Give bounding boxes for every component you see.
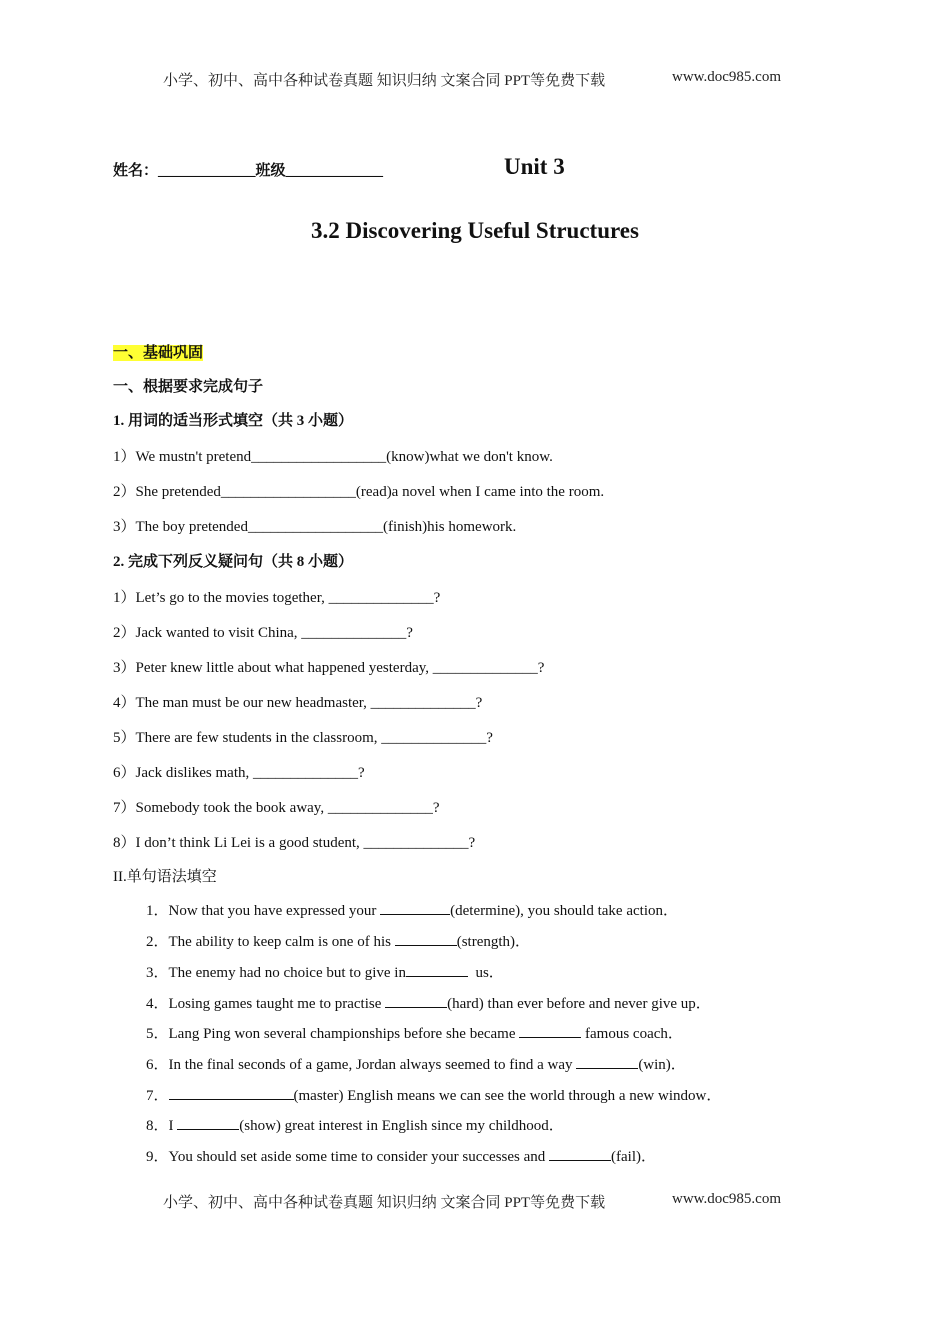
item-text-before: In the final seconds of a game, Jordan always seemed to find a way [168,1057,577,1073]
part2-item: 6）Jack dislikes math, ______________? [113,765,365,781]
page-footer-text: 小学、初中、高中各种试卷真题 知识归纳 文案合同 PPT等免费下载 [163,1195,606,1211]
page-footer-url: www.doc985.com [672,1191,782,1207]
student-info [113,159,383,180]
part2-item: 4）The man must be our new headmaster, ______________? [113,695,483,711]
part2-item: 2）Jack wanted to visit China, ______________? [113,625,413,641]
part1-heading: 1. 用词的适当形式填空（共 3 小题） [113,413,354,429]
item-text-after: (show) great interest in English since my childhood． [239,1118,564,1134]
part3-item [146,1053,686,1074]
item-number: 7． [146,1088,169,1104]
part3-item [146,930,530,951]
part2-heading: 2. 完成下列反义疑问句（共 8 小题） [113,554,354,570]
part3-item [146,1084,721,1105]
answer-blank[interactable] [519,1022,581,1038]
item-number: 4． [146,996,169,1012]
item-text-before: I [168,1118,178,1134]
name-blank: _____________ [158,163,256,179]
answer-blank[interactable] [380,899,450,915]
part3-item [146,1114,564,1135]
section-complete: 一、根据要求完成句子 [113,379,264,395]
section-basic-label: 一、基础巩固 [113,345,204,361]
part3-item [146,899,678,920]
answer-blank[interactable] [406,961,468,977]
part1-item: 2）She pretended__________________(read)a novel when I came into the room. [113,484,605,500]
part3-item [146,1145,656,1166]
item-text-before: You should set aside some time to consider your successes and [168,1149,550,1165]
item-number: 1． [146,903,169,919]
part3-item [146,1022,683,1043]
name-label: 姓名： [113,163,159,179]
item-text-after: (strength)． [456,934,531,950]
part1-item: 1）We mustn't pretend__________________(know)what we don't know. [113,449,553,465]
item-text-before: The ability to keep calm is one of his [168,934,395,950]
answer-blank[interactable] [385,992,447,1008]
item-text-before: Now that you have expressed your [168,903,381,919]
answer-blank[interactable] [169,1084,294,1100]
item-text-after: (determine), you should take action． [450,903,678,919]
part2-item: 8）I don’t think Li Lei is a good student, ______________? [113,835,476,851]
answer-blank[interactable] [395,930,457,946]
item-number: 2． [146,934,169,950]
page-header-url: www.doc985.com [672,69,782,85]
part2-item: 7）Somebody took the book away, ______________? [113,800,440,816]
item-text-after: famous coach． [581,1026,683,1042]
unit-title: Unit 3 [504,154,565,179]
part1-item: 3）The boy pretended__________________(finish)his homework. [113,519,517,535]
part3-item [146,992,711,1013]
answer-blank[interactable] [549,1145,611,1161]
item-text-before: The enemy had no choice but to give in [168,965,406,981]
item-number: 9． [146,1149,169,1165]
item-number: 5． [146,1026,169,1042]
item-number: 3． [146,965,169,981]
page-header-text: 小学、初中、高中各种试卷真题 知识归纳 文案合同 PPT等免费下载 [163,73,606,89]
item-number: 8． [146,1118,169,1134]
item-text-after: us． [467,965,504,981]
part3-item [146,961,504,982]
answer-blank[interactable] [576,1053,638,1069]
part3-heading: II.单句语法填空 [113,869,217,885]
class-blank: _____________ [285,163,384,179]
part2-item: 1）Let’s go to the movies together, ______________? [113,590,441,606]
answer-blank[interactable] [177,1114,239,1130]
item-text-after: (fail)． [611,1149,657,1165]
class-label: 班级 [255,163,286,179]
item-number: 6． [146,1057,169,1073]
item-text-before: Lang Ping won several championships before she became [168,1026,520,1042]
part2-item: 5）There are few students in the classroom, ______________? [113,730,493,746]
section-basic [113,341,203,362]
item-text-after: (master) English means we can see the world through a new window． [293,1088,722,1104]
item-text-after: (hard) than ever before and never give up． [447,996,711,1012]
page-title: 3.2 Discovering Useful Structures [311,218,639,243]
part2-item: 3）Peter knew little about what happened yesterday, ______________? [113,660,545,676]
item-text-after: (win)． [638,1057,686,1073]
item-text-before: Losing games taught me to practise [168,996,386,1012]
